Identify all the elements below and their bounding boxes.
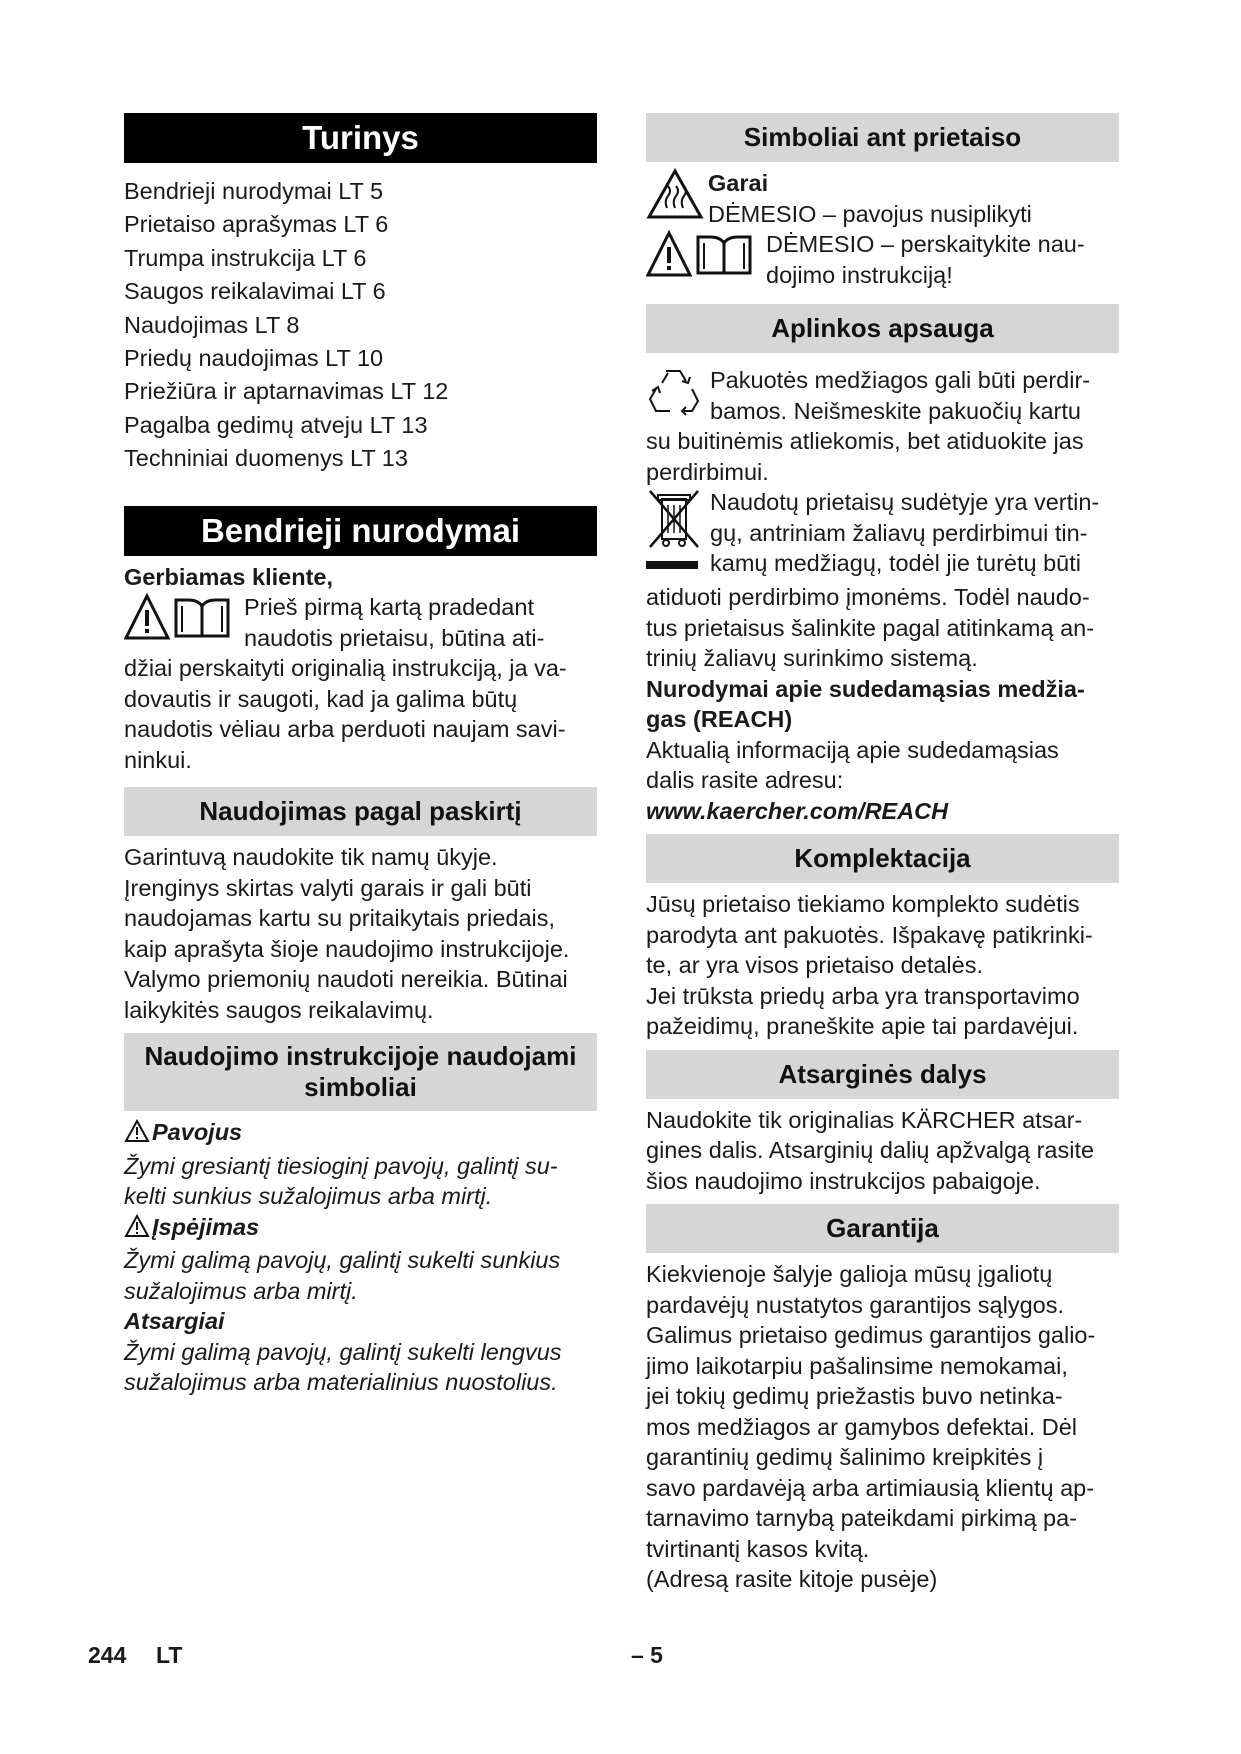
left-column: [124, 113, 597, 1398]
section-page-number: – 5: [631, 1642, 663, 1668]
intro-line: džiai perskaityti originalią instrukciją, ja va-: [124, 655, 567, 682]
warranty-line: savo pardavėją arba artimiausią klientų ap-: [646, 1474, 1095, 1501]
section-title-device-symbols: Simboliai ant prietaiso: [646, 113, 1119, 162]
warranty-line: mos medžiagos ar gamybos defektai. Dėl: [646, 1413, 1078, 1440]
intended-use-line: Valymo priemonių naudoti nereikia. Būtinai: [124, 966, 568, 993]
toc-list: [124, 175, 597, 476]
recycle-line: perdirbimui.: [646, 458, 769, 485]
warranty-line: tvirtinantį kasos kvitą.: [646, 1535, 870, 1562]
warning-label: Įspėjimas: [152, 1213, 260, 1240]
read-manual-line: DĖMESIO – perskaitykite nau-: [766, 231, 1085, 257]
toc-item[interactable]: Priežiūra ir aptarnavimas LT 12: [124, 378, 449, 405]
recycling-icon: [646, 365, 702, 422]
intro-line: Prieš pirmą kartą pradedant: [244, 594, 534, 621]
reach-heading: gas (REACH): [646, 706, 793, 732]
recycle-line: su buitinėmis atliekomis, bet atiduokite jas: [646, 428, 1084, 454]
toc-item[interactable]: Trumpa instrukcija LT 6: [124, 244, 367, 271]
steam-symbol-row: [646, 168, 1119, 229]
warning-label-row: [124, 1212, 597, 1246]
intended-use-line: kaip aprašyta šioje naudojimo instrukcijoje.: [124, 935, 570, 962]
toc-item[interactable]: Priedų naudojimas LT 10: [124, 345, 384, 372]
weee-line: gų, antriniam žaliavų perdirbimui tin-: [710, 519, 1088, 546]
intended-use-line: laikykitės saugos reikalavimų.: [124, 996, 434, 1023]
warranty-line: jimo laikotarpiu pašalinsime nemokamai,: [646, 1352, 1068, 1379]
warranty-line: Galimus prietaiso gedimus garantijos galio-: [646, 1322, 1096, 1348]
weee-line: Naudotų prietaisų sudėtyje yra vertin-: [710, 489, 1100, 515]
danger-line: kelti sunkius sužalojimus arba mirtį.: [124, 1183, 493, 1210]
read-manual-line: dojimo instrukciją!: [766, 261, 953, 288]
warning-read-manual-icon: [124, 592, 234, 647]
warranty-line: tarnavimo tarnybą pateikdami pirkimą pa-: [646, 1505, 1078, 1531]
read-manual-notice: [124, 592, 597, 653]
warning-triangle-icon: [124, 1119, 150, 1151]
recycle-line: bamos. Neišmeskite pakuočių kartu: [710, 397, 1081, 424]
toc-title: Turinys: [124, 113, 597, 163]
weee-row: [646, 487, 1119, 582]
toc-item[interactable]: Techniniai duomenys LT 13: [124, 445, 408, 472]
intro-line: naudotis prietaisu, būtina ati-: [244, 624, 545, 651]
warranty-line: pardavėjų nustatytos garantijos sąlygos.: [646, 1291, 1065, 1318]
toc-item[interactable]: Prietaiso aprašymas LT 6: [124, 211, 389, 238]
right-column: [646, 113, 1119, 1595]
warranty-line: jei tokių gedimų priežastis buvo netinka-: [646, 1383, 1063, 1409]
scope-line: Jei trūksta priedų arba yra transportavimo: [646, 982, 1080, 1009]
intro-line: naudotis vėliau arba perduoti naujam savi-: [124, 716, 566, 743]
recycle-row: [646, 365, 1119, 426]
weee-line: kamų medžiagų, todėl jie turėtų būti: [710, 550, 1081, 576]
intended-use-line: naudojamas kartu su pritaikytais priedais,: [124, 905, 556, 932]
caution-label: Atsargiai: [124, 1308, 225, 1335]
spare-parts-line: gines dalis. Atsarginių dalių apžvalgą rasite: [646, 1137, 1095, 1163]
spare-parts-line: Naudokite tik originalias KÄRCHER atsar-: [646, 1106, 1083, 1133]
section-title-scope: Komplektacija: [646, 834, 1119, 883]
intro-line: dovautis ir saugoti, kad ja galima būtų: [124, 685, 518, 712]
intro-line: ninkui.: [124, 746, 192, 773]
scope-line: Jūsų prietaiso tiekiamo komplekto sudėtis: [646, 891, 1080, 917]
spare-parts-line: šios naudojimo instrukcijos pabaigoje.: [646, 1167, 1041, 1194]
warning-read-manual-icon: [646, 229, 756, 284]
scope-line: parodyta ant pakuotės. Išpakavę patikrinki-: [646, 921, 1093, 948]
warning-triangle-icon: [124, 1214, 150, 1246]
caution-line: Žymi galimą pavojų, galintį sukelti lengvus: [124, 1338, 562, 1365]
weee-line: trinių žaliavų surinkimo sistemą.: [646, 645, 978, 671]
danger-line: Žymi gresiantį tiesioginį pavojų, galintį su-: [124, 1152, 558, 1179]
section-title-environment: Aplinkos apsauga: [646, 304, 1119, 353]
weee-line: tus prietaisus šalinkite pagal atitinkamą an-: [646, 614, 1095, 641]
hot-steam-warning-icon: [646, 168, 704, 225]
weee-line: atiduoti perdirbimo įmonėms. Todėl naudo-: [646, 584, 1090, 610]
warning-line: sužalojimus arba mirtį.: [124, 1277, 358, 1304]
section-title-general: Bendrieji nurodymai: [124, 506, 597, 556]
reach-line: Aktualią informaciją apie sudedamąsias: [646, 736, 1059, 763]
language-code: LT: [156, 1642, 183, 1668]
toc-item[interactable]: Saugos reikalavimai LT 6: [124, 278, 386, 305]
toc-item[interactable]: Naudojimas LT 8: [124, 311, 300, 338]
section-title-warranty: Garantija: [646, 1204, 1119, 1253]
reach-line: dalis rasite adresu:: [646, 767, 844, 793]
page-number: 244: [88, 1642, 127, 1668]
section-title-spare-parts: Atsarginės dalys: [646, 1050, 1119, 1099]
warranty-line: garantinių gedimų šalinimo kreipkitės į: [646, 1444, 1044, 1470]
greeting: Gerbiamas kliente,: [124, 563, 333, 590]
warranty-line: (Adresą rasite kitoje pusėje): [646, 1566, 938, 1592]
scope-line: pažeidimų, praneškite apie tai pardavėjui.: [646, 1013, 1079, 1039]
steam-label: Garai: [708, 170, 769, 196]
steam-text: DĖMESIO – pavojus nusiplikyti: [708, 200, 1032, 227]
danger-label-row: [124, 1117, 597, 1151]
section-title-symbols-manual: Naudojimo instrukcijoje naudojami simboliai: [124, 1033, 597, 1111]
reach-url-link[interactable]: www.kaercher.com/REACH: [646, 797, 949, 824]
crossed-bin-icon: [646, 487, 702, 582]
intended-use-line: Įrenginys skirtas valyti garais ir gali būti: [124, 874, 532, 901]
caution-line: sužalojimus arba materialinius nuostolius.: [124, 1369, 558, 1396]
intended-use-line: Garintuvą naudokite tik namų ūkyje.: [124, 844, 498, 871]
toc-item[interactable]: Pagalba gedimų atveju LT 13: [124, 411, 428, 438]
scope-line: te, ar yra visos prietaiso detalės.: [646, 952, 983, 978]
recycle-line: Pakuotės medžiagos gali būti perdir-: [710, 367, 1091, 393]
section-title-intended-use: Naudojimas pagal paskirtį: [124, 787, 597, 836]
danger-label: Pavojus: [152, 1119, 243, 1146]
toc-item[interactable]: Bendrieji nurodymai LT 5: [124, 178, 384, 204]
warning-line: Žymi galimą pavojų, galintį sukelti sunkius: [124, 1247, 561, 1274]
reach-heading: Nurodymai apie sudedamąsias medžia-: [646, 675, 1085, 702]
read-manual-symbol-row: [646, 229, 1119, 290]
warranty-line: Kiekvienoje šalyje galioja mūsų įgaliotų: [646, 1261, 1053, 1287]
